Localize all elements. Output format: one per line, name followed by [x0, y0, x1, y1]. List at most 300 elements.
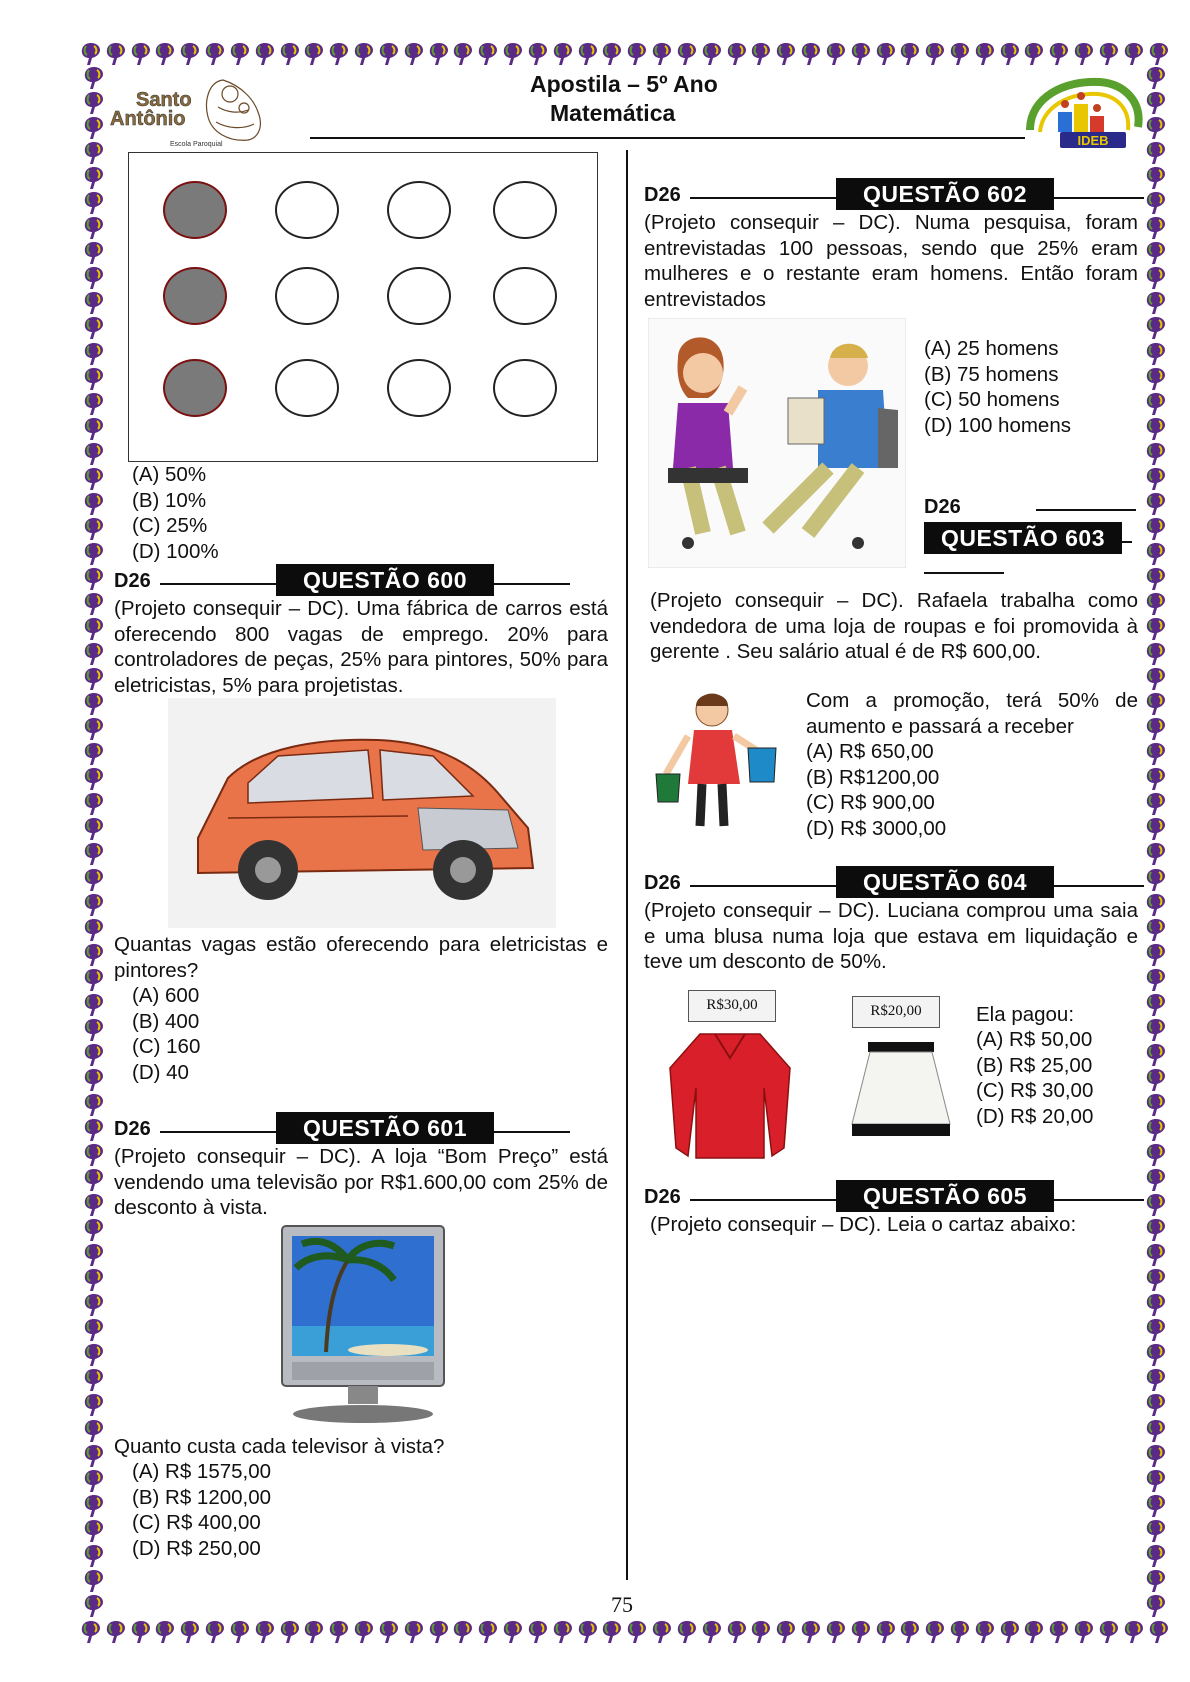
border-ornament-icon: [577, 1620, 599, 1644]
q601-question: Quanto custa cada televisor à vista?: [114, 1435, 445, 1458]
border-ornament-icon: [83, 266, 105, 290]
border-ornament-icon: [83, 1243, 105, 1267]
q604-option-a[interactable]: (A) R$ 50,00: [976, 1028, 1093, 1051]
empty-circle: [493, 181, 557, 239]
border-ornament-icon: [83, 893, 105, 917]
border-ornament-icon: [1145, 542, 1167, 566]
q599-option-c[interactable]: (C) 25%: [132, 514, 208, 537]
border-ornament-icon: [726, 1620, 748, 1644]
border-ornament-icon: [83, 667, 105, 691]
border-ornament-icon: [800, 42, 822, 66]
border-ornament-icon: [83, 1093, 105, 1117]
border-ornament-icon: [83, 116, 105, 140]
q601-option-b[interactable]: (B) R$ 1200,00: [132, 1485, 272, 1509]
border-ornament-icon: [1145, 1068, 1167, 1092]
border-ornament-icon: [1145, 868, 1167, 892]
border-ornament-icon: [83, 1218, 105, 1242]
border-ornament-icon: [1145, 392, 1167, 416]
q601-title: QUESTÃO 601: [276, 1112, 494, 1144]
border-ornament-icon: [1145, 567, 1167, 591]
border-ornament-icon: [1145, 1569, 1167, 1593]
border-ornament-icon: [1145, 1193, 1167, 1217]
border-ornament-icon: [83, 166, 105, 190]
header-rule: [310, 137, 1025, 139]
header-title-line2: Matemática: [550, 100, 676, 126]
border-ornament-icon: [83, 1494, 105, 1518]
border-ornament-icon: [83, 367, 105, 391]
border-ornament-icon: [1145, 492, 1167, 516]
empty-circle: [387, 181, 451, 239]
border-ornament-icon: [1145, 216, 1167, 240]
skirt-illustration: [846, 1040, 956, 1140]
border-ornament-icon: [1145, 893, 1167, 917]
border-ornament-icon: [999, 42, 1021, 66]
shaded-circle: [163, 359, 227, 417]
border-ornament-icon: [502, 42, 524, 66]
border-ornament-icon: [1023, 42, 1045, 66]
border-ornament-icon: [1023, 1620, 1045, 1644]
border-ornament-icon: [601, 1620, 623, 1644]
border-ornament-icon: [83, 1519, 105, 1543]
q599-option-d[interactable]: (D) 100%: [132, 539, 219, 563]
border-ornament-icon: [1145, 617, 1167, 641]
border-ornament-icon: [428, 1620, 450, 1644]
border-ornament-icon: [179, 1620, 201, 1644]
blouse-price-tag: R$30,00: [688, 990, 776, 1022]
empty-circle: [275, 359, 339, 417]
border-ornament-icon: [83, 392, 105, 416]
q603-text: (Projeto consequir – DC). Rafaela trabalha como vendedora de uma loja de roupas e foi promovida à gerente . Seu salário atual é de R$ 600,00.: [650, 589, 1138, 663]
border-ornament-icon: [1148, 42, 1170, 66]
border-ornament-icon: [1145, 241, 1167, 265]
border-ornament-icon: [204, 1620, 226, 1644]
border-ornament-icon: [83, 993, 105, 1017]
border-ornament-icon: [1145, 291, 1167, 315]
empty-circle: [275, 267, 339, 325]
q602-header: [644, 178, 1100, 210]
border-ornament-icon: [1145, 792, 1167, 816]
border-ornament-icon: [1145, 517, 1167, 541]
border-ornament-icon: [80, 1620, 102, 1644]
border-ornament-icon: [1145, 842, 1167, 866]
border-ornament-icon: [1145, 817, 1167, 841]
q604-code: D26: [644, 872, 681, 894]
q601-options: [132, 1459, 271, 1561]
border-ornament-icon: [83, 1268, 105, 1292]
q605-code: D26: [644, 1186, 681, 1208]
border-ornament-icon: [750, 1620, 772, 1644]
q602-title: QUESTÃO 602: [836, 178, 1054, 210]
q602-option-b[interactable]: (B) 75 homens: [924, 362, 1059, 386]
q604-text: (Projeto consequir – DC). Luciana comprou uma saia e uma blusa numa loja que estava em liquidação e teve um desconto de 50%.: [644, 899, 1138, 973]
border-ornament-icon: [775, 1620, 797, 1644]
border-ornament-icon: [254, 1620, 276, 1644]
border-ornament-icon: [1145, 1419, 1167, 1443]
border-ornament-icon: [1073, 1620, 1095, 1644]
border-ornament-icon: [1145, 1343, 1167, 1367]
q601-rule-right: [494, 1131, 570, 1133]
border-ornament-icon: [80, 42, 102, 66]
border-ornament-icon: [1145, 1393, 1167, 1417]
q604-option-d[interactable]: (D) R$ 20,00: [976, 1104, 1094, 1128]
border-ornament-icon: [83, 1193, 105, 1217]
border-ornament-icon: [1145, 1168, 1167, 1192]
border-ornament-icon: [1145, 1243, 1167, 1267]
q603-code: D26: [924, 496, 961, 518]
q600-option-b[interactable]: (B) 400: [132, 1009, 200, 1033]
border-ornament-icon: [1073, 42, 1095, 66]
border-ornament-icon: [83, 191, 105, 215]
q600-header: [114, 564, 570, 596]
border-ornament-icon: [83, 316, 105, 340]
border-ornament-icon: [949, 1620, 971, 1644]
santo-antonio-logo: [108, 72, 278, 154]
q602-option-c[interactable]: (C) 50 homens: [924, 388, 1060, 411]
border-ornament-icon: [353, 42, 375, 66]
border-ornament-icon: [204, 42, 226, 66]
q600-rule-right: [494, 583, 570, 585]
q600-code: D26: [114, 570, 151, 592]
border-ornament-icon: [1098, 1620, 1120, 1644]
border-ornament-icon: [949, 42, 971, 66]
border-ornament-icon: [83, 141, 105, 165]
page-border-bottom: [80, 1618, 1170, 1646]
border-ornament-icon: [83, 868, 105, 892]
saleswoman-illustration: [652, 686, 784, 836]
border-ornament-icon: [899, 1620, 921, 1644]
border-ornament-icon: [229, 1620, 251, 1644]
border-ornament-icon: [1145, 367, 1167, 391]
q600-options: [132, 983, 200, 1085]
border-ornament-icon: [83, 1343, 105, 1367]
border-ornament-icon: [477, 1620, 499, 1644]
border-ornament-icon: [83, 1594, 105, 1618]
q603-rule-tail: [1122, 541, 1132, 543]
border-ornament-icon: [83, 842, 105, 866]
school-subtitle: Escola Paroquial: [170, 141, 223, 148]
border-ornament-icon: [1148, 1620, 1170, 1644]
car-illustration: [168, 698, 556, 928]
border-ornament-icon: [1145, 993, 1167, 1017]
border-ornament-icon: [651, 42, 673, 66]
ideb-logo: [1020, 72, 1150, 152]
border-ornament-icon: [83, 1293, 105, 1317]
border-ornament-icon: [552, 42, 574, 66]
q600-rule-left: [160, 583, 276, 585]
column-divider: [626, 150, 628, 1580]
border-ornament-icon: [1048, 42, 1070, 66]
q604-rule-right: [1054, 885, 1144, 887]
border-ornament-icon: [974, 42, 996, 66]
border-ornament-icon: [1145, 1143, 1167, 1167]
q600-question: Quantas vagas estão oferecendo para eletricistas e pintores?: [114, 933, 608, 982]
q604-option-c[interactable]: (C) R$ 30,00: [976, 1079, 1094, 1102]
border-ornament-icon: [601, 42, 623, 66]
border-ornament-icon: [83, 1043, 105, 1067]
border-ornament-icon: [1145, 767, 1167, 791]
border-ornament-icon: [83, 1368, 105, 1392]
q601-option-a[interactable]: (A) R$ 1575,00: [132, 1460, 272, 1483]
q599-options: [132, 462, 219, 564]
border-ornament-icon: [676, 1620, 698, 1644]
border-ornament-icon: [279, 42, 301, 66]
border-ornament-icon: [83, 1118, 105, 1142]
border-ornament-icon: [403, 42, 425, 66]
q603-rule-right: [1036, 509, 1136, 511]
border-ornament-icon: [875, 42, 897, 66]
border-ornament-icon: [83, 1544, 105, 1568]
q604-question: Ela pagou:: [976, 1003, 1075, 1026]
border-ornament-icon: [83, 692, 105, 716]
border-ornament-icon: [974, 1620, 996, 1644]
border-ornament-icon: [303, 42, 325, 66]
tv-illustration: [278, 1222, 448, 1427]
border-ornament-icon: [1145, 742, 1167, 766]
skirt-price-tag: R$20,00: [852, 996, 940, 1028]
border-ornament-icon: [403, 1620, 425, 1644]
border-ornament-icon: [1048, 1620, 1070, 1644]
border-ornament-icon: [999, 1620, 1021, 1644]
border-ornament-icon: [1145, 642, 1167, 666]
border-ornament-icon: [83, 918, 105, 942]
border-ornament-icon: [750, 42, 772, 66]
q602-text: (Projeto consequir – DC). Numa pesquisa, foram entrevistadas 100 pessoas, sendo que 25% eram mulheres e o restante eram homens. Então foram entrevistados: [644, 211, 1138, 311]
border-ornament-icon: [1145, 1318, 1167, 1342]
border-ornament-icon: [83, 817, 105, 841]
q603-option-a[interactable]: (A) R$ 650,00: [806, 740, 934, 763]
border-ornament-icon: [83, 492, 105, 516]
border-ornament-icon: [850, 42, 872, 66]
empty-circle: [275, 181, 339, 239]
border-ornament-icon: [83, 968, 105, 992]
border-ornament-icon: [83, 1168, 105, 1192]
border-ornament-icon: [701, 42, 723, 66]
q603-code-row: [924, 490, 1136, 522]
border-ornament-icon: [83, 517, 105, 541]
border-ornament-icon: [1145, 1444, 1167, 1468]
q604-option-b[interactable]: (B) R$ 25,00: [976, 1053, 1093, 1077]
border-ornament-icon: [452, 1620, 474, 1644]
border-ornament-icon: [83, 1419, 105, 1443]
border-ornament-icon: [1145, 1368, 1167, 1392]
border-ornament-icon: [378, 42, 400, 66]
border-ornament-icon: [701, 1620, 723, 1644]
q602-code: D26: [644, 184, 681, 206]
q600-option-c[interactable]: (C) 160: [132, 1035, 201, 1058]
border-ornament-icon: [83, 943, 105, 967]
q603-option-b[interactable]: (B) R$1200,00: [806, 765, 940, 789]
border-ornament-icon: [800, 1620, 822, 1644]
border-ornament-icon: [1145, 968, 1167, 992]
border-ornament-icon: [1145, 417, 1167, 441]
q603-options: [806, 739, 946, 841]
border-ornament-icon: [83, 467, 105, 491]
border-ornament-icon: [552, 1620, 574, 1644]
q605-rule-right: [1054, 1199, 1144, 1201]
border-ornament-icon: [1145, 667, 1167, 691]
border-ornament-icon: [850, 1620, 872, 1644]
border-ornament-icon: [626, 42, 648, 66]
border-ornament-icon: [83, 717, 105, 741]
border-ornament-icon: [83, 1143, 105, 1167]
border-ornament-icon: [1145, 316, 1167, 340]
q601-option-d[interactable]: (D) R$ 250,00: [132, 1536, 261, 1560]
q600-option-d[interactable]: (D) 40: [132, 1060, 189, 1084]
border-ornament-icon: [1145, 717, 1167, 741]
border-ornament-icon: [254, 42, 276, 66]
q603-rule-under: [924, 572, 1004, 574]
border-ornament-icon: [825, 1620, 847, 1644]
page-border-right: [1142, 66, 1170, 1618]
border-ornament-icon: [1145, 1093, 1167, 1117]
q599-option-b[interactable]: (B) 10%: [132, 488, 207, 512]
border-ornament-icon: [1145, 1268, 1167, 1292]
q600-text: (Projeto consequir – DC). Uma fábrica de carros está oferecendo 800 vagas de emprego. 20% para controladores de peças, 25% para pintores, 50% para eletricistas, 5% para projetistas.: [114, 597, 608, 697]
border-ornament-icon: [105, 42, 127, 66]
border-ornament-icon: [83, 342, 105, 366]
q602-rule-left: [690, 197, 836, 199]
border-ornament-icon: [527, 42, 549, 66]
border-ornament-icon: [1145, 918, 1167, 942]
border-ornament-icon: [83, 767, 105, 791]
border-ornament-icon: [899, 42, 921, 66]
border-ornament-icon: [83, 417, 105, 441]
q603-option-d[interactable]: (D) R$ 3000,00: [806, 816, 947, 840]
shaded-circle: [163, 267, 227, 325]
border-ornament-icon: [924, 1620, 946, 1644]
border-ornament-icon: [83, 1318, 105, 1342]
border-ornament-icon: [1098, 42, 1120, 66]
header-title-line1: Apostila – 5º Ano: [530, 71, 718, 97]
border-ornament-icon: [83, 1569, 105, 1593]
q602-option-d[interactable]: (D) 100 homens: [924, 413, 1071, 437]
q603-question: Com a promoção, terá 50% de aumento e passará a receber: [806, 689, 1138, 738]
border-ornament-icon: [1145, 1494, 1167, 1518]
q601-header: [114, 1112, 570, 1144]
border-ornament-icon: [1123, 1620, 1145, 1644]
school-name-1: Santo: [136, 89, 192, 111]
border-ornament-icon: [676, 42, 698, 66]
border-ornament-icon: [428, 42, 450, 66]
border-ornament-icon: [1145, 342, 1167, 366]
q603-title: QUESTÃO 603: [924, 522, 1122, 554]
border-ornament-icon: [577, 42, 599, 66]
border-ornament-icon: [1145, 191, 1167, 215]
border-ornament-icon: [1145, 1519, 1167, 1543]
border-ornament-icon: [83, 241, 105, 265]
border-ornament-icon: [83, 617, 105, 641]
border-ornament-icon: [83, 642, 105, 666]
school-name-2: Antônio: [110, 108, 186, 130]
border-ornament-icon: [1145, 1293, 1167, 1317]
border-ornament-icon: [83, 792, 105, 816]
border-ornament-icon: [924, 42, 946, 66]
border-ornament-icon: [775, 42, 797, 66]
shaded-circle: [163, 181, 227, 239]
page-border-left: [80, 66, 108, 1618]
border-ornament-icon: [875, 1620, 897, 1644]
border-ornament-icon: [303, 1620, 325, 1644]
border-ornament-icon: [83, 216, 105, 240]
border-ornament-icon: [179, 42, 201, 66]
q602-rule-right: [1054, 197, 1144, 199]
q603-header: [924, 522, 1136, 554]
border-ornament-icon: [1145, 1594, 1167, 1618]
border-ornament-icon: [83, 1393, 105, 1417]
page-header: [470, 70, 770, 128]
border-ornament-icon: [1145, 1218, 1167, 1242]
border-ornament-icon: [229, 42, 251, 66]
border-ornament-icon: [1145, 442, 1167, 466]
empty-circle: [493, 359, 557, 417]
border-ornament-icon: [1145, 692, 1167, 716]
border-ornament-icon: [83, 66, 105, 90]
q601-option-c[interactable]: (C) R$ 400,00: [132, 1511, 261, 1534]
border-ornament-icon: [130, 1620, 152, 1644]
border-ornament-icon: [83, 742, 105, 766]
border-ornament-icon: [83, 1444, 105, 1468]
q601-text: (Projeto consequir – DC). A loja “Bom Preço” está vendendo uma televisão por R$1.600,00 com 25% de desconto à vista.: [114, 1145, 608, 1219]
border-ornament-icon: [83, 1068, 105, 1092]
border-ornament-icon: [328, 1620, 350, 1644]
q605-rule-left: [690, 1199, 836, 1201]
empty-circle: [493, 267, 557, 325]
border-ornament-icon: [328, 42, 350, 66]
q600-title: QUESTÃO 600: [276, 564, 494, 596]
border-ornament-icon: [1145, 592, 1167, 616]
border-ornament-icon: [1145, 1469, 1167, 1493]
border-ornament-icon: [527, 1620, 549, 1644]
page-number: 75: [611, 1592, 633, 1617]
q600-option-a[interactable]: (A) 600: [132, 984, 200, 1007]
border-ornament-icon: [83, 442, 105, 466]
q605-text: (Projeto consequir – DC). Leia o cartaz abaixo:: [650, 1213, 1077, 1236]
border-ornament-icon: [452, 42, 474, 66]
border-ornament-icon: [726, 42, 748, 66]
q604-header: [644, 866, 1100, 898]
empty-circle: [387, 359, 451, 417]
border-ornament-icon: [83, 91, 105, 115]
border-ornament-icon: [83, 567, 105, 591]
border-ornament-icon: [83, 291, 105, 315]
interview-illustration: [648, 318, 906, 568]
border-ornament-icon: [1145, 467, 1167, 491]
border-ornament-icon: [154, 42, 176, 66]
q604-title: QUESTÃO 604: [836, 866, 1054, 898]
circles-figure: [128, 152, 598, 462]
q601-rule-left: [160, 1131, 276, 1133]
border-ornament-icon: [1145, 1018, 1167, 1042]
q603-option-c[interactable]: (C) R$ 900,00: [806, 791, 935, 814]
q604-rule-left: [690, 885, 836, 887]
q599-option-a[interactable]: (A) 50%: [132, 463, 207, 486]
border-ornament-icon: [279, 1620, 301, 1644]
border-ornament-icon: [1145, 266, 1167, 290]
q605-title: QUESTÃO 605: [836, 1180, 1054, 1212]
border-ornament-icon: [1145, 1118, 1167, 1142]
page-border-top: [80, 40, 1170, 68]
border-ornament-icon: [477, 42, 499, 66]
border-ornament-icon: [825, 42, 847, 66]
border-ornament-icon: [502, 1620, 524, 1644]
q605-header: [644, 1180, 1100, 1212]
border-ornament-icon: [1145, 1544, 1167, 1568]
q601-code: D26: [114, 1118, 151, 1140]
border-ornament-icon: [154, 1620, 176, 1644]
border-ornament-icon: [1145, 943, 1167, 967]
q602-option-a[interactable]: (A) 25 homens: [924, 337, 1059, 360]
empty-circle: [387, 267, 451, 325]
